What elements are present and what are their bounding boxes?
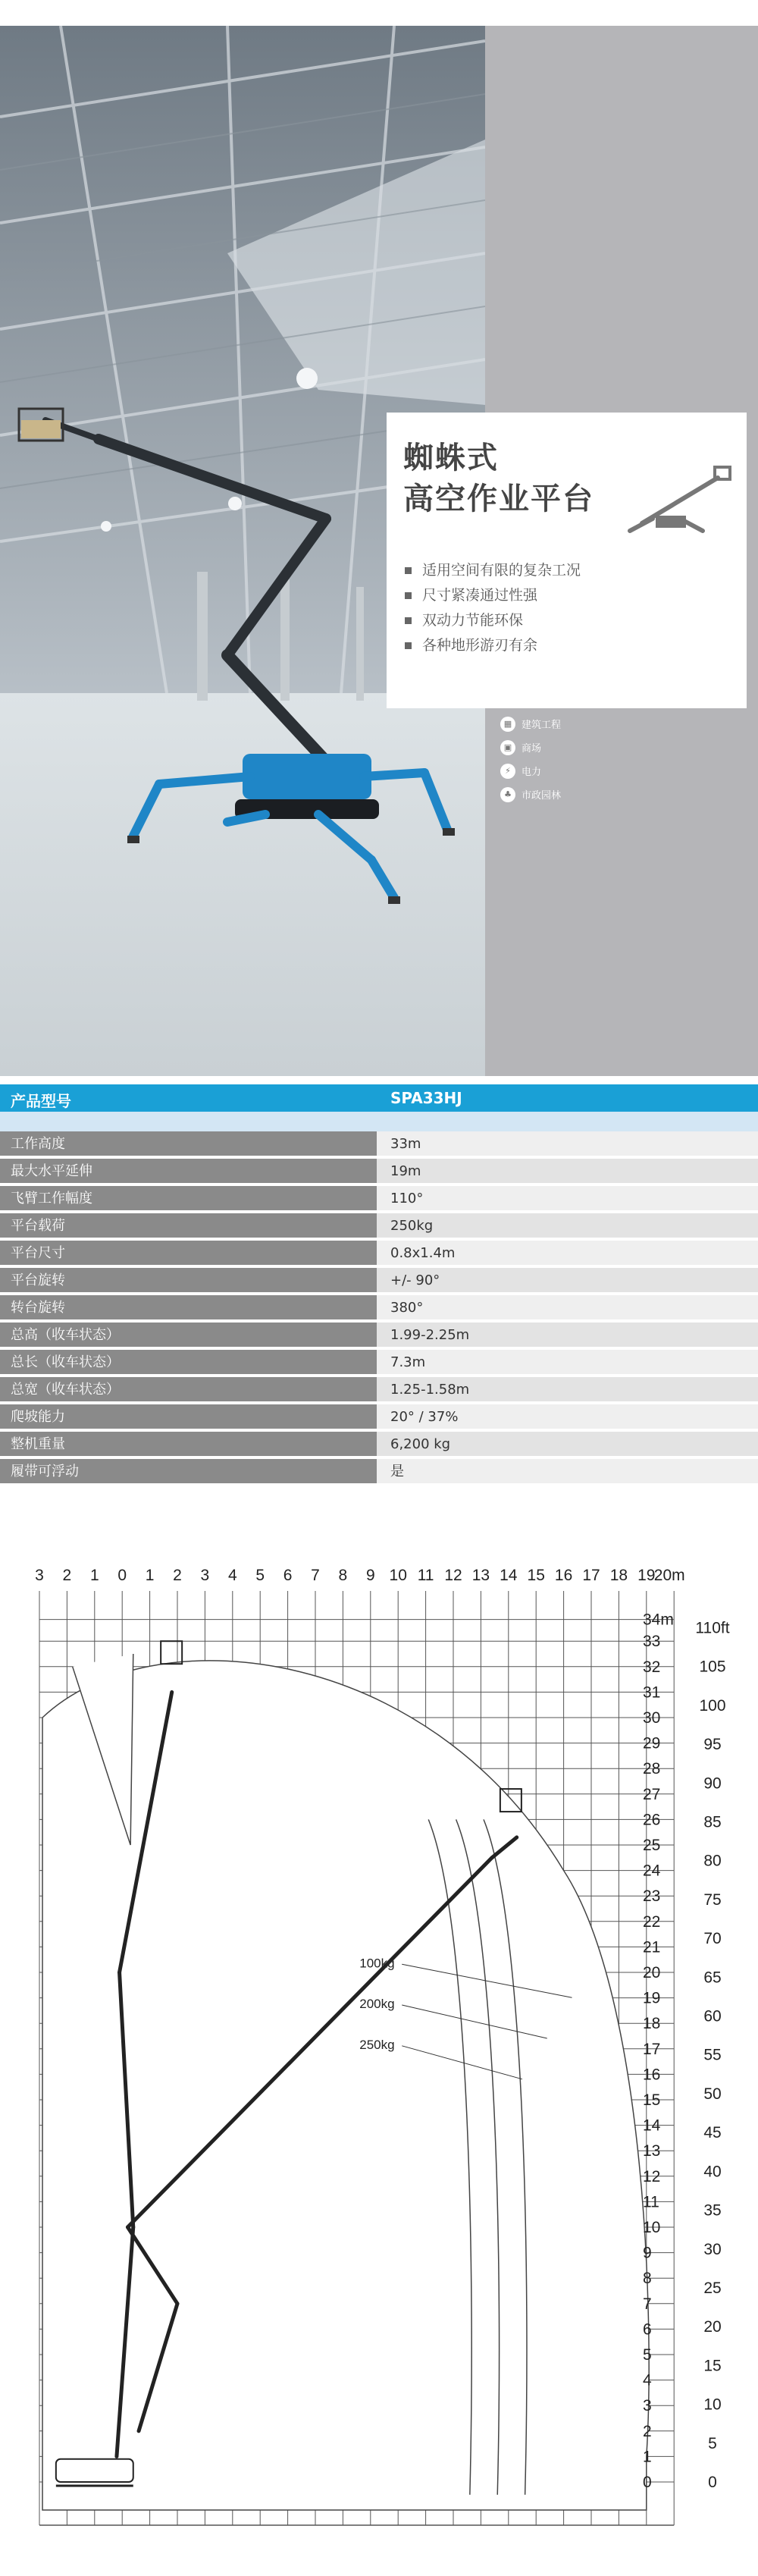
spec-row [0,1377,758,1404]
spec-subheader-band [0,1112,758,1131]
spec-row [0,1323,758,1350]
spec-row [0,1159,758,1186]
spec-label: 整机重量 [0,1432,377,1457]
feet-axis-tick: 25 [703,2279,722,2297]
meters-axis-tick: 28 [643,1760,661,1778]
spec-label: 工作高度 [0,1131,377,1157]
spec-model: SPA33HJ [390,1089,462,1107]
spec-label: 总长（收车状态） [0,1350,377,1376]
spec-label: 转台旋转 [0,1295,377,1321]
top-axis-tick: 14 [500,1567,518,1584]
application-item: ▣ 商场 [500,736,561,759]
working-envelope [42,1661,649,2510]
spec-value: 7.3m [377,1350,758,1376]
spec-value: 6,200 kg [377,1432,758,1457]
spec-row [0,1268,758,1295]
spec-value: 19m [377,1159,758,1184]
top-axis-tick: 8 [338,1567,348,1584]
spec-value: 1.25-1.58m [377,1377,758,1403]
meters-axis-tick: 34m [643,1611,674,1629]
feet-axis-tick: 0 [708,2474,717,2491]
spec-label: 平台载荷 [0,1213,377,1239]
top-axis-tick: 7 [311,1567,320,1584]
top-axis-tick: 6 [283,1567,293,1584]
meters-axis-tick: 27 [643,1785,661,1803]
spec-value: +/- 90° [377,1268,758,1294]
top-axis-tick: 1 [89,1567,99,1584]
meters-axis-tick: 19 [643,1989,661,2007]
title-line-2: 高空作业平台 [403,482,594,516]
working-range-diagram [0,1532,758,2576]
application-item: ♣ 市政园林 [500,783,561,806]
spec-table [0,1084,758,1486]
spec-label: 总高（收车状态） [0,1323,377,1348]
meters-axis-tick: 2 [643,2422,652,2440]
meters-axis-tick: 15 [643,2091,661,2109]
feet-axis-tick: 50 [703,2085,722,2103]
top-axis-tick: 11 [417,1567,434,1584]
meters-axis-tick: 1 [643,2448,652,2466]
meters-axis-tick: 24 [643,1862,661,1880]
garden-icon: ♣ [500,787,515,802]
building-icon: ▦ [500,717,515,732]
application-list [500,712,561,806]
meters-axis-tick: 21 [643,1938,661,1956]
spec-row [0,1459,758,1486]
feet-axis-tick: 45 [703,2124,722,2142]
meters-axis-tick: 29 [643,1734,661,1752]
feet-axis-tick: 60 [703,2007,722,2025]
spec-value: 0.8x1.4m [377,1241,758,1266]
top-axis-tick: 12 [444,1567,462,1584]
top-axis-tick: 1 [145,1567,155,1584]
top-axis-tick: 18 [609,1567,628,1584]
feet-axis-tick: 10 [703,2396,722,2414]
meters-axis-tick: 26 [643,1811,661,1829]
load-label: 200kg [359,1997,395,2012]
top-axis-tick: 2 [173,1567,182,1584]
load-label: 100kg [359,1956,395,1971]
machine-base [56,2459,133,2482]
feet-axis-tick: 75 [703,1890,722,1909]
meters-axis-tick: 14 [643,2116,661,2135]
feature-item: 双动力节能环保 [405,608,581,633]
title-line-1: 蜘蛛式 [403,441,499,475]
meters-axis-tick: 16 [643,2066,661,2084]
spec-value: 20° / 37% [377,1404,758,1430]
hero-section [0,26,758,1076]
meters-axis-tick: 20 [643,1964,661,1981]
spec-value: 110° [377,1186,758,1212]
feet-axis-tick: 85 [703,1813,722,1831]
meters-axis-tick: 11 [643,2193,659,2211]
feature-item: 尺寸紧凑通过性强 [405,583,581,608]
spec-row [0,1241,758,1268]
title-card [387,413,747,708]
feature-list [405,558,581,658]
spec-value: 是 [377,1459,758,1485]
feet-axis-tick: 35 [703,2201,722,2220]
feet-axis-tick: 110ft [695,1619,730,1637]
meters-axis-tick: 33 [643,1633,661,1651]
spider-lift-icon [619,457,733,540]
spec-row [0,1186,758,1213]
top-axis-tick: 10 [389,1567,407,1584]
top-axis-tick: 3 [200,1567,210,1584]
feet-axis-tick: 55 [703,2046,722,2064]
spec-row [0,1131,758,1159]
top-axis-tick: 17 [582,1567,600,1584]
meters-axis-tick: 9 [643,2244,652,2262]
spec-value: 380° [377,1295,758,1321]
meters-axis-tick: 23 [643,1887,661,1906]
meters-axis-tick: 32 [643,1658,661,1676]
platform-max-height [161,1641,182,1664]
power-icon: ⚡ [500,764,515,779]
spec-value: 1.99-2.25m [377,1323,758,1348]
top-axis-tick: 5 [255,1567,265,1584]
top-axis-tick: 2 [62,1567,72,1584]
spec-label: 最大水平延伸 [0,1159,377,1184]
spec-label: 平台旋转 [0,1268,377,1294]
meters-axis-tick: 30 [643,1709,661,1727]
spec-value: 33m [377,1131,758,1157]
feet-axis-tick: 70 [703,1930,722,1948]
top-axis-tick: 13 [471,1567,490,1584]
feet-axis-tick: 20 [703,2318,722,2336]
application-item: ⚡ 电力 [500,759,561,783]
spec-header-row [0,1084,758,1112]
meters-axis-tick: 7 [643,2295,652,2313]
meters-axis-tick: 13 [643,2142,661,2160]
load-label: 250kg [359,2037,395,2052]
top-axis-tick: 19 [637,1567,656,1584]
feature-item: 适用空间有限的复杂工况 [405,558,581,583]
spec-label: 爬坡能力 [0,1404,377,1430]
meters-axis-tick: 4 [643,2371,652,2389]
top-axis-tick: 15 [527,1567,545,1584]
spec-label: 平台尺寸 [0,1241,377,1266]
meters-axis-tick: 5 [643,2346,652,2364]
spec-row [0,1295,758,1323]
meters-axis-tick: 17 [643,2040,661,2058]
top-axis-tick: 0 [117,1567,127,1584]
meters-axis-tick: 31 [643,1683,661,1702]
feet-axis-tick: 65 [703,1969,722,1987]
feet-axis-tick: 15 [703,2357,722,2375]
meters-axis-tick: 10 [643,2219,661,2236]
feature-item: 各种地形游刃有余 [405,633,581,658]
meters-axis-tick: 6 [643,2320,652,2339]
spec-row [0,1432,758,1459]
top-axis-tick: 9 [365,1567,375,1584]
feet-axis-tick: 5 [708,2434,717,2452]
feet-axis-tick: 80 [703,1852,722,1870]
spec-label: 履带可浮动 [0,1459,377,1485]
mall-icon: ▣ [500,740,515,755]
top-axis-tick: 20m [653,1567,685,1584]
spec-row [0,1404,758,1432]
meters-axis-tick: 0 [643,2474,652,2491]
spec-label: 总宽（收车状态） [0,1377,377,1403]
meters-axis-tick: 18 [643,2015,661,2033]
meters-axis-tick: 8 [643,2270,652,2288]
top-axis-tick: 3 [35,1567,44,1584]
spec-row [0,1213,758,1241]
feet-axis-tick: 40 [703,2163,722,2181]
top-axis-tick: 16 [554,1567,573,1584]
meters-axis-tick: 22 [643,1912,661,1931]
spec-header-label: 产品型号 [11,1092,71,1110]
meters-axis-tick: 25 [643,1837,661,1854]
meters-axis-tick: 12 [643,2167,661,2185]
feet-axis-tick: 95 [703,1736,722,1754]
feet-axis-tick: 105 [699,1658,726,1676]
meters-axis-tick: 3 [643,2397,652,2415]
spec-label: 飞臂工作幅度 [0,1186,377,1212]
spec-value: 250kg [377,1213,758,1239]
spec-row [0,1350,758,1377]
feet-axis-tick: 30 [703,2240,722,2258]
top-axis-tick: 4 [227,1567,237,1584]
application-item: ▦ 建筑工程 [500,712,561,736]
feet-axis-tick: 90 [703,1774,722,1793]
feet-axis-tick: 100 [699,1696,726,1715]
